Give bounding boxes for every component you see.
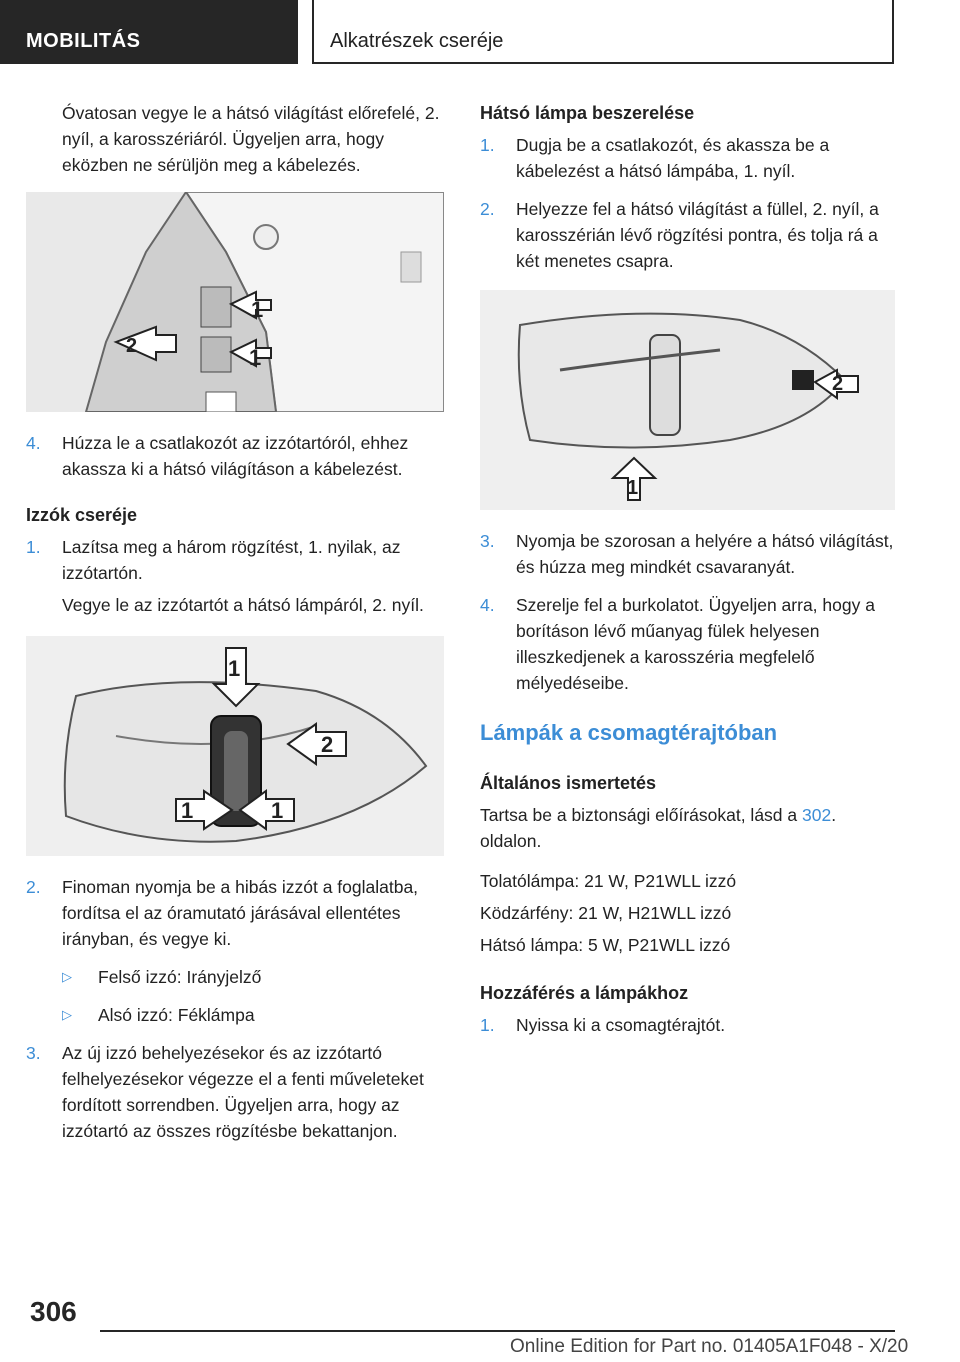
fig2-label-b: 2 bbox=[321, 732, 334, 757]
access-step-1 bbox=[480, 1012, 895, 1038]
step-4-text: Húzza le a csatlakozót az izzótartóról, ehhez akassza ki a hátsó világításon a kábelezést. bbox=[62, 433, 409, 479]
install-step-4-text: Szerelje fel a burkolatot. Ügyeljen arra, hogy a borításon lévő műanyag fülek helyesen illeszkedjenek a karosszéria megfelelő mélyedéseibe. bbox=[516, 595, 875, 693]
footer-edition: Online Edition for Part no. 01405A1F048 - X/20 bbox=[510, 1336, 909, 1357]
install-step-2 bbox=[480, 196, 895, 274]
bulbs-step-1-number: 1. bbox=[26, 537, 41, 557]
heading-access: Hozzáférés a lámpákhoz bbox=[480, 983, 689, 1003]
bulbs-step-1-cont: Vegye le az izzótartót a hátsó lámpáról, 2. nyíl. bbox=[62, 595, 424, 615]
figure-3-illustration bbox=[480, 290, 895, 510]
fig2-label-d: 1 bbox=[271, 798, 284, 823]
general-text-pre: Tartsa be a biztonsági előírásokat, lásd a bbox=[480, 805, 802, 825]
figure-bulb-holder bbox=[26, 636, 444, 856]
install-step-3-text: Nyomja be szorosan a helyére a hátsó világítást, és húzza meg mindkét csavaranyát. bbox=[516, 531, 894, 577]
fig3-label-b: 1 bbox=[627, 477, 639, 499]
bulbs-step-1-text: Lazítsa meg a három rögzítést, 1. nyilak, az izzótartón. bbox=[62, 537, 401, 583]
fig1-label-a: 1 bbox=[251, 297, 264, 322]
header-title-box bbox=[312, 0, 894, 64]
general-text bbox=[480, 802, 895, 854]
spec-reversing-light: Tolatólámpa: 21 W, P21WLL izzó bbox=[480, 871, 737, 891]
install-step-1 bbox=[480, 132, 895, 184]
bullet-upper-bulb bbox=[62, 964, 444, 990]
triangle-bullet-icon: ▷ bbox=[62, 969, 72, 984]
bullet-lower-bulb bbox=[62, 1002, 444, 1028]
section-heading-tailgate-lamps: Lámpák a csomagtérajtóban bbox=[480, 720, 778, 745]
bulbs-step-1 bbox=[26, 534, 444, 586]
page-number: 306 bbox=[30, 1296, 77, 1327]
step-2-text: Finoman nyomja be a hibás izzót a foglalatba, fordítsa el az óramutató járásával ellentétes irányban, és vegye ki. bbox=[62, 877, 419, 949]
figure-rear-light-install bbox=[480, 290, 895, 510]
figure-rear-light-removal bbox=[26, 192, 444, 412]
intro-text: Óvatosan vegye le a hátsó világítást előrefelé, 2. nyíl, a karosszériáról. Ügyeljen arra, hogy eközben ne sérüljön meg a kábelezés. bbox=[62, 103, 440, 175]
triangle-bullet-icon: ▷ bbox=[62, 1007, 72, 1022]
header-section-label: MOBILITÁS bbox=[26, 30, 141, 52]
footer-divider bbox=[100, 1330, 895, 1332]
left-column bbox=[26, 100, 444, 1156]
fig1-label-b: 1 bbox=[249, 345, 262, 370]
step-4 bbox=[26, 430, 444, 482]
heading-bulbs: Izzók cseréje bbox=[26, 505, 138, 525]
fig2-label-a: 1 bbox=[228, 656, 241, 681]
bullet-upper-bulb-text: Felső izzó: Irányjelző bbox=[98, 967, 262, 987]
step-2 bbox=[26, 874, 444, 952]
figure-2-illustration bbox=[26, 636, 444, 856]
step-4-number: 4. bbox=[26, 433, 41, 453]
step-3-number: 3. bbox=[26, 1043, 41, 1063]
access-step-1-number: 1. bbox=[480, 1015, 495, 1035]
install-step-1-number: 1. bbox=[480, 135, 495, 155]
spec-fog-light: Ködzárfény: 21 W, H21WLL izzó bbox=[480, 903, 732, 923]
install-step-2-number: 2. bbox=[480, 199, 495, 219]
install-step-4 bbox=[480, 592, 895, 696]
install-step-4-number: 4. bbox=[480, 595, 495, 615]
header-title: Alkatrészek cseréje bbox=[330, 30, 504, 52]
step-3 bbox=[26, 1040, 444, 1144]
general-text-post: . oldalon. bbox=[480, 805, 837, 851]
install-step-3 bbox=[480, 528, 895, 580]
fig2-label-c: 1 bbox=[181, 798, 194, 823]
bullet-lower-bulb-text: Alsó izzó: Féklámpa bbox=[98, 1005, 255, 1025]
header-section-tab bbox=[0, 0, 298, 64]
access-step-1-text: Nyissa ki a csomagtérajtót. bbox=[516, 1015, 726, 1035]
step-2-number: 2. bbox=[26, 877, 41, 897]
page-reference-link[interactable]: 302 bbox=[802, 805, 832, 825]
heading-install: Hátsó lámpa beszerelése bbox=[480, 103, 695, 123]
install-step-1-text: Dugja be a csatlakozót, és akassza be a kábelezést a hátsó lámpába, 1. nyíl. bbox=[516, 135, 830, 181]
fig3-label-a: 2 bbox=[832, 373, 844, 395]
heading-general: Általános ismertetés bbox=[480, 773, 657, 793]
spec-tail-light: Hátsó lámpa: 5 W, P21WLL izzó bbox=[480, 935, 731, 955]
figure-1-illustration bbox=[26, 192, 444, 412]
step-3-text: Az új izzó behelyezésekor és az izzótartó felhelyezésekor végezze el a fenti műveleteket fordított sorrendben. Ügyeljen arra, hogy az izzótartó az összes rögzítésbe bekattanjon. bbox=[62, 1043, 424, 1141]
install-step-3-number: 3. bbox=[480, 531, 495, 551]
install-step-2-text: Helyezze fel a hátsó világítást a füllel, 2. nyíl, a karosszérián lévő rögzítési pontra, és tolja rá a két menetes csapra. bbox=[516, 199, 879, 271]
right-column bbox=[480, 100, 895, 1050]
fig1-label-c: 2 bbox=[126, 335, 138, 357]
